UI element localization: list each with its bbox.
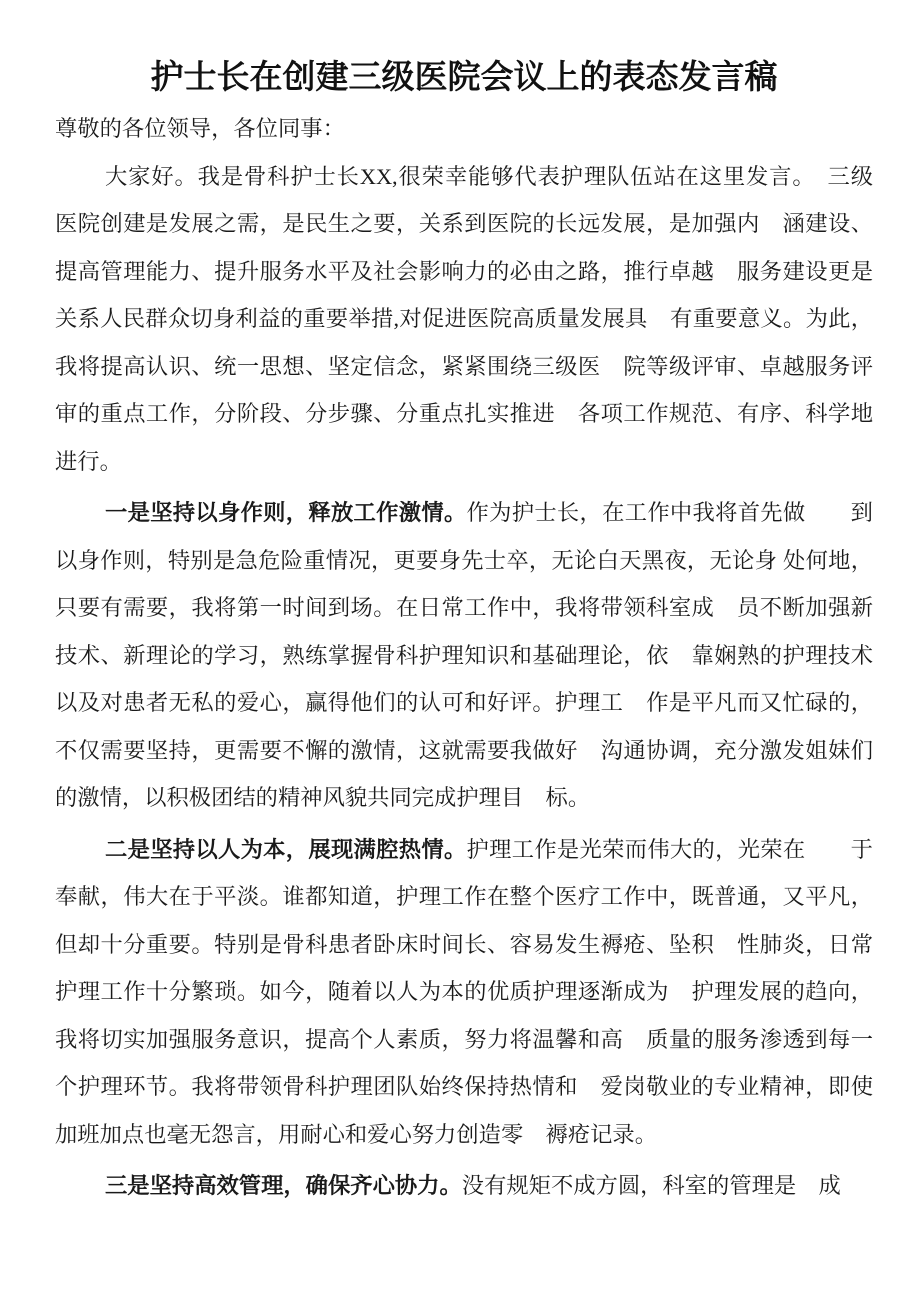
text-line: 但却十分重要。特别是骨科患者卧床时间长、容易发生褥疮、坠积 性肺炎，日常 (55, 931, 873, 957)
text-line: 我将切实加强服务意识，提高个人素质，努力将温馨和高 质量的服务渗透到每一 (55, 1026, 873, 1052)
text-line: 医院创建是发展之需，是民生之要，关系到医院的长远发展，是加强内 涵建设、 (55, 211, 873, 236)
text-line: 个护理环节。我将带领骨科护理团队始终保持热情和 爱岗敬业的专业精神，即使 (55, 1074, 873, 1099)
paragraph (55, 1162, 873, 1210)
text-line: 技术、新理论的学习，熟练掌握骨科护理知识和基础理论，依 靠娴熟的护理技术 (55, 642, 873, 668)
text-line: 三是坚持高效管理，确保齐心协力。没有规矩不成方圆，科室的管理是 成 (105, 1173, 841, 1198)
text-line: 一是坚持以身作则，释放工作激情。作为护士长，在工作中我将首先做 到 (105, 500, 873, 525)
text-line: 的激情，以积极团结的精神风貌共同完成护理目 标。 (55, 785, 591, 810)
text-line: 关系人民群众切身利益的重要举措,对促进医院高质量发展具 有重要意义。为此， (55, 306, 873, 331)
text-line: 不仅需要坚持，更需要不懈的激情，这就需要我做好 沟通协调，充分激发姐妹们 (55, 737, 873, 763)
paragraph (55, 489, 873, 822)
paragraph (55, 826, 873, 1159)
text-line: 以身作则，特别是急危险重情况，更要身先士卒，无论白天黑夜，无论身 处何地， (55, 547, 873, 573)
salutation-line: 尊敬的各位领导，各位同事： (55, 116, 345, 141)
text-line: 二是坚持以人为本，展现满腔热情。护理工作是光荣而伟大的，光荣在 于 (105, 836, 873, 862)
document-title: 护士长在创建三级医院会议上的表态发言稿 (150, 60, 778, 96)
text-line: 奉献，伟大在于平淡。谁都知道，护理工作在整个医疗工作中，既普通，又平凡， (55, 884, 873, 909)
paragraph-bold-lead: 一是坚持以身作则，释放工作激情。 (105, 500, 467, 525)
text-line: 只要有需要，我将第一时间到场。在日常工作中，我将带领科室成 员不断加强新 (55, 595, 873, 620)
paragraph (55, 153, 873, 486)
text-line: 护理工作十分繁琐。如今，随着以人为本的优质护理逐渐成为 护理发展的趋向， (55, 979, 873, 1004)
text-line: 审的重点工作，分阶段、分步骤、分重点扎实推进 各项工作规范、有序、科学地 (55, 401, 873, 426)
paragraph-bold-lead: 三是坚持高效管理，确保齐心协力。 (105, 1173, 462, 1198)
text-line: 进行。 (55, 448, 122, 474)
text-line: 以及对患者无私的爱心，赢得他们的认可和好评。护理工 作是平凡而又忙碌的， (55, 690, 873, 715)
text-line: 加班加点也毫无怨言，用耐心和爱心努力创造零 褥疮记录。 (55, 1121, 658, 1147)
document-body (55, 153, 873, 1210)
text-line: 大家好。我是骨科护士长XX,很荣幸能够代表护理队伍站在这里发言。 三级 (105, 163, 873, 189)
text-line: 提高管理能力、提升服务水平及社会影响力的必由之路，推行卓越 服务建设更是 (55, 258, 873, 284)
text-line: 我将提高认识、统一思想、坚定信念，紧紧围绕三级医 院等级评审、卓越服务评 (55, 353, 873, 379)
paragraph-bold-lead: 二是坚持以人为本，展现满腔热情。 (105, 836, 467, 862)
